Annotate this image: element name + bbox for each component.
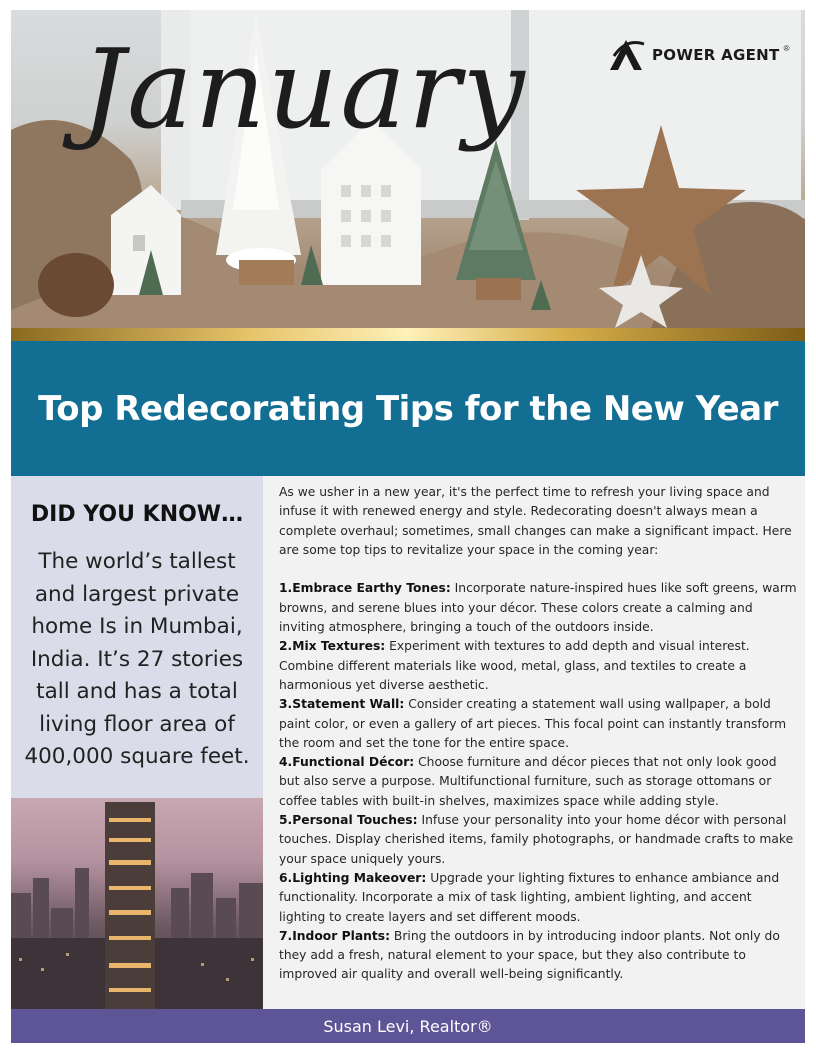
power-agent-logo: [604, 36, 789, 74]
tip-title: 4.Functional Décor:: [279, 755, 415, 770]
mumbai-tower-illustration: [11, 798, 263, 1009]
tip-item: [279, 927, 799, 985]
did-you-know-panel: [11, 476, 263, 798]
tip-text: Upgrade your lighting fixtures to enhance ambiance and functionality. Incorporate a mix of task lighting, ambient lighting, and accent lighting to create layers and set different moods.: [279, 870, 780, 924]
footer-bar: [11, 1009, 805, 1043]
article-panel: [263, 476, 805, 1009]
tip-text: Bring the outdoors in by introducing indoor plants. Not only do they add a fresh, natural element to your space, but they also contribute to improved air quality and overall well-being significantly.: [279, 928, 780, 982]
tip-text: Infuse your personality into your home décor with personal touches. Display cherished items, family photographs, or handmade crafts to make your space uniquely yours.: [279, 813, 794, 866]
tip-item: [279, 753, 799, 811]
tip-title: 6.Lighting Makeover:: [279, 870, 427, 885]
tip-item: [279, 811, 799, 869]
tip-item: [279, 579, 799, 637]
tip-title: 1.Embrace Earthy Tones:: [279, 581, 451, 596]
brand-registered-mark: ®: [783, 44, 790, 53]
article-intro: As we usher in a new year, it's the perfect time to refresh your living space and infuse it with renewed energy and style. Redecorating doesn't always mean a complete overhaul; sometimes, small changes can make a significant impact. Here are some top tips to revitalize your space in the coming year:: [279, 485, 792, 557]
article-body: [279, 483, 799, 985]
tip-text: Incorporate nature-inspired hues like soft greens, warm browns, and serene blues into your décor. These colors create a calming and inviting atmosphere, bringing a touch of the outdoors inside.: [279, 581, 797, 635]
tip-title: 5.Personal Touches:: [279, 813, 418, 828]
tip-text: Consider creating a statement wall using wallpaper, a bold paint color, or even a gallery of art pieces. This focal point can instantly transform the room and set the tone for the entire space.: [279, 697, 787, 750]
tip-text: Choose furniture and décor pieces that not only look good but also serve a purpose. Multifunctional furniture, such as storage ottomans or coffee tables with built-in shelves, maximizes space while adding style.: [279, 755, 777, 808]
brand-name: POWER AGENT: [652, 46, 780, 64]
power-agent-logo-icon: [604, 36, 648, 74]
title-banner: [11, 341, 805, 476]
month-title: January: [81, 25, 527, 153]
tip-text: Experiment with textures to add depth and visual interest. Combine different materials like wood, metal, glass, and textiles to create a harmonious yet diverse aesthetic.: [279, 639, 750, 692]
did-you-know-heading: DID YOU KNOW…: [30, 502, 244, 527]
tip-title: 2.Mix Textures:: [279, 639, 386, 654]
did-you-know-fact: The world’s tallest and largest private home Is in Mumbai, India. It’s 27 stories tall and has a total living floor area of 400,000 square feet.: [24, 549, 250, 769]
tip-item: [279, 695, 799, 753]
tip-item: [279, 637, 799, 695]
gold-divider: [11, 328, 805, 341]
agent-name: Susan Levi, Realtor®: [323, 1016, 493, 1036]
tip-item: [279, 869, 799, 927]
mumbai-skyline-photo: [11, 798, 263, 1009]
tip-title: 3.Statement Wall:: [279, 697, 405, 712]
page-title: Top Redecorating Tips for the New Year: [38, 388, 778, 429]
tip-title: 7.Indoor Plants:: [279, 928, 390, 943]
